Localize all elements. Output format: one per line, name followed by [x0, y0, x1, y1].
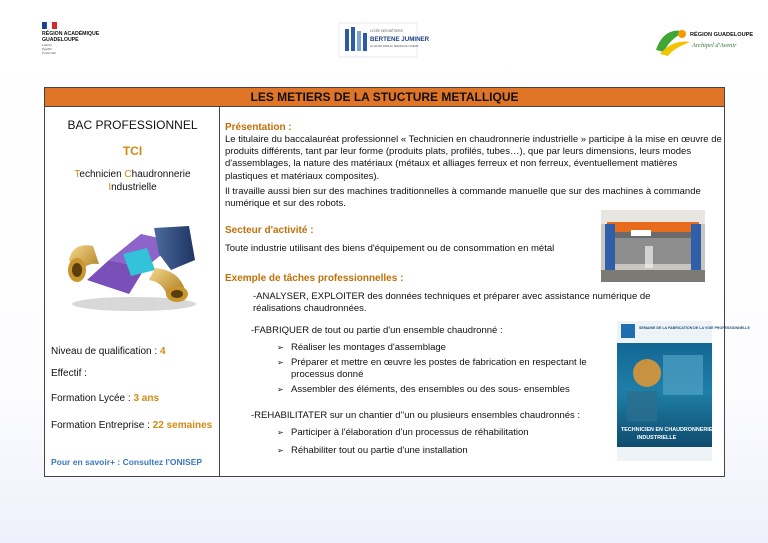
lycee-name: BERTENE JUMINER — [370, 36, 430, 43]
diploma-name-line1 — [45, 169, 220, 180]
academie-line2: GUADELOUPE — [42, 37, 79, 43]
secteur-heading: Secteur d'activité : — [225, 225, 314, 236]
arrow-bullet-icon: ➢ — [277, 446, 284, 455]
qualification-level — [51, 346, 166, 357]
secteur-text: Toute industrie utilisant des biens d'équipement ou de consommation en métal — [225, 243, 555, 254]
bullet-text: Réaliser les montages d'assemblage — [291, 342, 446, 353]
poster-top-text: SEMAINE DE LA FABRICATION DE LA VOIE PROFESSIONNELLE — [639, 326, 750, 330]
poster-title-1: TECHNICIEN EN CHAUDRONNERIE — [621, 427, 713, 433]
task-fabriquer: -FABRIQUER de tout ou partie d'un ensemble chaudronné : — [251, 325, 503, 336]
right-column — [221, 107, 750, 476]
poster-title-2: INDUSTRIELLE — [637, 435, 677, 441]
onisep-link[interactable]: Pour en savoir+ : Consultez l'ONISEP — [51, 457, 203, 467]
qualification-label: Niveau de qualification : — [51, 346, 160, 357]
region-name: RÉGION GUADELOUPE — [690, 32, 754, 38]
list-item — [277, 445, 468, 457]
region-logo — [652, 24, 754, 58]
academie-motto-2: Égalité — [42, 47, 52, 51]
arrow-bullet-icon: ➢ — [277, 343, 284, 352]
lycee-tagline: LE SAVOIR-FAIRE AU SERVICE DE L'AVENIR — [370, 46, 419, 48]
chaudronnerie-poster-image — [617, 321, 750, 461]
formation-lycee-label: Formation Lycée : — [51, 393, 134, 404]
qualification-value: 4 — [159, 346, 166, 357]
formation-lycee — [51, 393, 159, 404]
formation-entreprise — [51, 420, 212, 431]
presentation-text: Le titulaire du baccalauréat professionnel « Technicien en chaudronnerie industrielle » participe à la mise en œuvre de produits différents, tant par leur forme (produits plats, profilés, tubes…), que par leurs dimensions, leurs modes d'assemblages, la nature des matériaux (métaux et alliages ferreux et non ferreux, éventuellement matières plastiques et matériaux composites). — [225, 134, 722, 182]
bullet-text: Préparer et mettre en œuvre les postes de fabrication en respectant le — [291, 357, 587, 368]
list-item — [277, 427, 529, 439]
bullet-text: Réhabiliter tout ou partie d'une installation — [291, 445, 468, 456]
academie-logo — [40, 22, 118, 58]
initial-c: C — [124, 169, 132, 180]
presentation-machines-text: Il travaille aussi bien sur des machines traditionnelles à commande manuelle que sur des machines à commande numérique et sur des robots. — [225, 186, 701, 210]
word-echnicien: echnicien — [79, 169, 125, 180]
effectif-label: Effectif : — [51, 368, 87, 379]
bullet-text: Participer à l'élaboration d'un processus de réhabilitation — [291, 427, 529, 438]
list-item — [277, 342, 446, 354]
arrow-bullet-icon: ➢ — [277, 385, 284, 394]
taches-heading: Exemple de tâches professionnelles : — [225, 273, 404, 284]
task-analyser: -ANALYSER, EXPLOITER des données techniques et préparer avec assistance numérique de réalisations chaudronnées. — [253, 291, 651, 315]
formation-lycee-value: 3 ans — [133, 393, 160, 404]
arrow-bullet-icon: ➢ — [277, 358, 284, 367]
region-slogan: Archipel d'Avenir — [692, 42, 737, 49]
formation-entreprise-label: Formation Entreprise : — [51, 420, 153, 431]
lycee-prefix: LYCÉE DES MÉTIERS — [370, 29, 403, 33]
list-item — [277, 357, 617, 369]
diploma-name-line2 — [45, 182, 220, 193]
metier-sheet — [44, 87, 750, 477]
left-column — [45, 107, 220, 476]
academie-line1: RÉGION ACADÉMIQUE — [42, 31, 100, 37]
list-item — [277, 384, 570, 396]
word-ndustrielle: ndustrielle — [111, 182, 157, 193]
tci-abbreviation: TCI — [122, 144, 143, 158]
word-haudronnerie: haudronnerie — [131, 169, 191, 180]
formation-entreprise-value: 22 semaines — [152, 420, 213, 431]
press-brake-machine-image — [601, 210, 705, 282]
arrow-bullet-icon: ➢ — [277, 428, 284, 437]
bac-label: BAC PROFESSIONNEL — [67, 118, 198, 132]
academie-motto-1: Liberté — [42, 43, 52, 47]
lycee-logo — [339, 23, 430, 57]
bullet-text: Assembler des éléments, des ensembles ou des sous- ensembles — [291, 384, 570, 395]
page-title: LES METIERS DE LA STUCTURE METALLIQUE — [45, 88, 724, 107]
initial-t: T — [74, 169, 80, 180]
initial-i: I — [108, 182, 112, 193]
list-item-continuation: processus donné — [291, 369, 364, 380]
3d-part-image — [59, 220, 209, 312]
presentation-heading: Présentation : — [225, 122, 292, 133]
task-rehabiliter: -REHABILITATER sur un chantier d''un ou plusieurs ensembles chaudronnés : — [251, 410, 581, 421]
academie-motto-3: Fraternité — [42, 51, 56, 55]
